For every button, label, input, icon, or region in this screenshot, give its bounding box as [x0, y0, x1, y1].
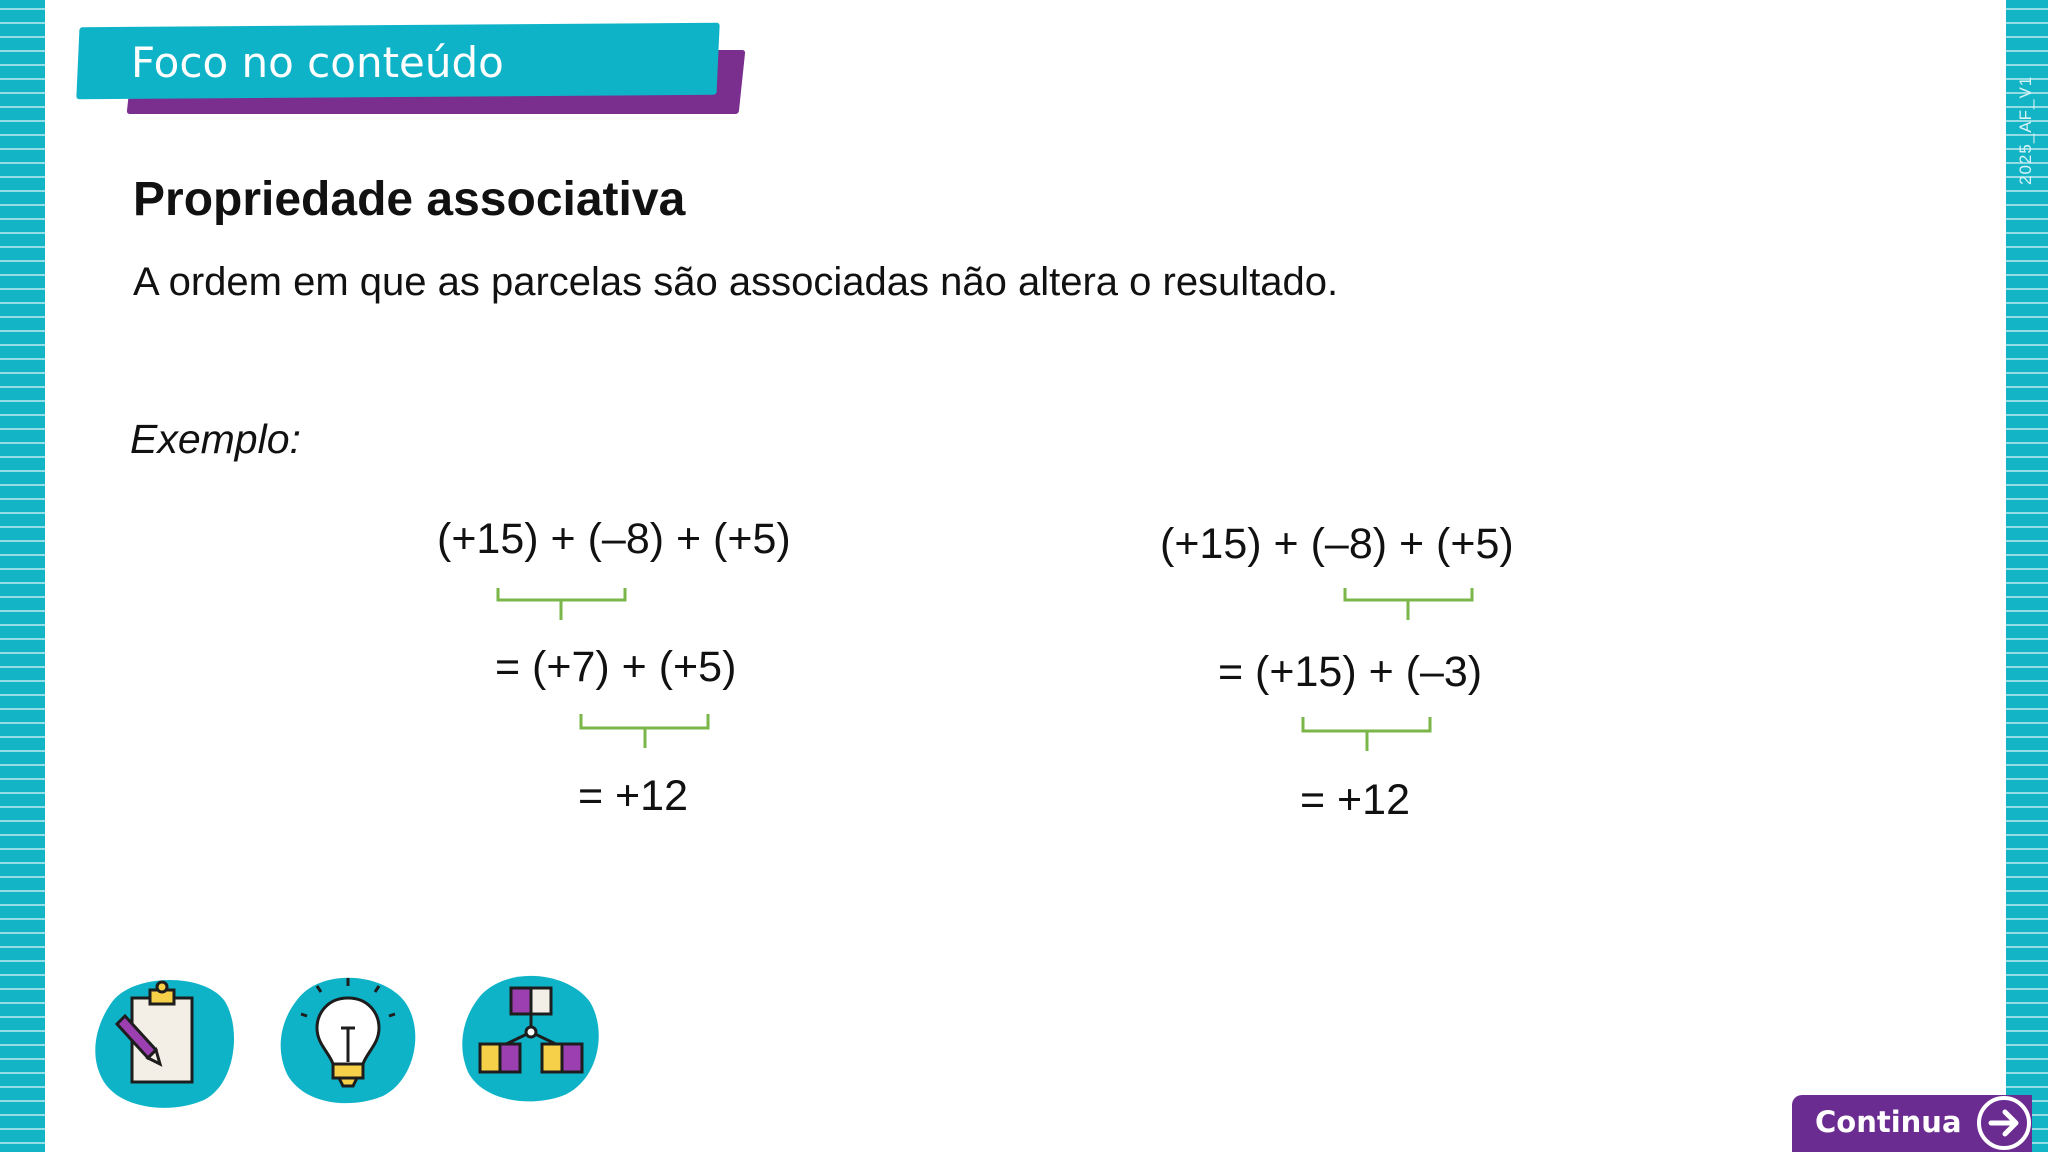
right-example-result: = +12 — [1300, 776, 1410, 824]
left-brace-2 — [578, 710, 714, 752]
arrow-right-icon[interactable] — [1975, 1094, 2033, 1152]
banner-title: Foco no conteúdo — [131, 38, 504, 87]
left-example-result: = +12 — [578, 772, 688, 820]
version-code: 2025_AF_V1 — [2016, 75, 2035, 185]
clipboard-pencil-icon[interactable] — [92, 972, 238, 1108]
flowchart-icon[interactable] — [458, 968, 604, 1104]
right-example-line-2: = (+15) + (–3) — [1218, 648, 1483, 696]
page-title: Propriedade associativa — [133, 173, 686, 226]
property-description: A ordem em que as parcelas são associadas não altera o resultado. — [133, 260, 1339, 304]
left-example-line-1: (+15) + (–8) + (+5) — [437, 515, 791, 563]
right-brace-1 — [1342, 584, 1478, 624]
right-brace-2 — [1300, 713, 1436, 755]
left-decorative-stripe — [0, 0, 45, 1152]
left-example-line-2: = (+7) + (+5) — [495, 643, 737, 691]
example-label: Exemplo: — [130, 416, 301, 462]
left-brace-1 — [495, 584, 631, 624]
right-example-line-1: (+15) + (–8) + (+5) — [1160, 520, 1514, 568]
continue-button-label[interactable]: Continua — [1815, 1105, 1962, 1139]
lightbulb-icon[interactable] — [275, 968, 421, 1104]
